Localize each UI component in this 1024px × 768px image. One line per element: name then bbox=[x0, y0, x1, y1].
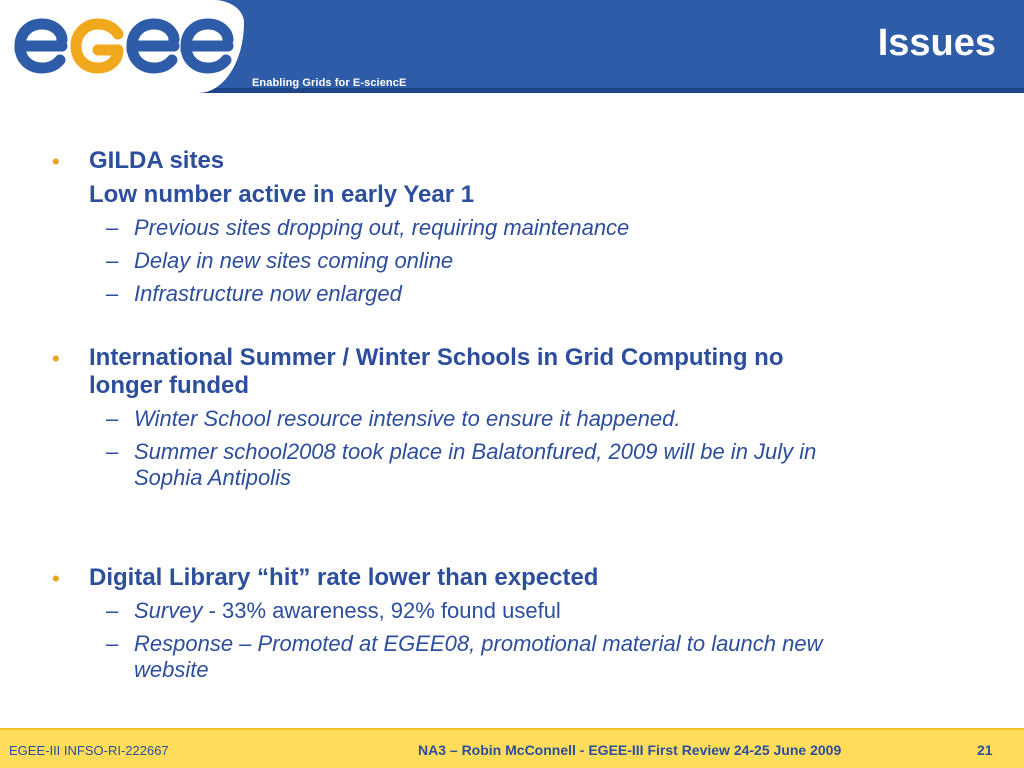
section-1-item-3: Infrastructure now enlarged bbox=[134, 281, 402, 306]
section-2-item-2-line-2: Sophia Antipolis bbox=[134, 465, 291, 490]
dash-icon: – bbox=[106, 215, 119, 240]
slide-title: Issues bbox=[877, 22, 996, 64]
logo-panel bbox=[0, 0, 244, 93]
dash-icon: – bbox=[106, 281, 119, 306]
dash-icon: – bbox=[106, 439, 119, 464]
section-3-item-2-line-1: Response – Promoted at EGEE08, promotional material to launch new bbox=[134, 631, 823, 656]
tagline: Enabling Grids for E-sciencE bbox=[252, 77, 407, 89]
section-2-item-2-line-1: Summer school2008 took place in Balatonfured, 2009 will be in July in bbox=[134, 439, 817, 464]
section-1-item-1: Previous sites dropping out, requiring maintenance bbox=[134, 215, 630, 240]
logo-letter-e1 bbox=[20, 24, 62, 68]
section-1-subheading: Low number active in early Year 1 bbox=[89, 181, 475, 208]
dash-icon: – bbox=[106, 248, 119, 273]
bullet-icon: • bbox=[52, 566, 60, 591]
logo-letter-g bbox=[76, 24, 118, 68]
page-number: 21 bbox=[977, 742, 993, 758]
egee-logo bbox=[12, 14, 237, 78]
footer-presentation-info: NA3 – Robin McConnell - EGEE-III First Review 24-25 June 2009 bbox=[418, 742, 842, 758]
section-1-heading: GILDA sites bbox=[89, 147, 225, 174]
section-3-item-2-line-2: website bbox=[134, 657, 209, 682]
logo-letter-e2 bbox=[132, 24, 174, 68]
section-2-item-1: Winter School resource intensive to ensure it happened. bbox=[134, 406, 681, 431]
dash-icon: – bbox=[106, 631, 119, 656]
bullet-icon: • bbox=[52, 346, 60, 371]
footer-project-id: EGEE-III INFSO-RI-222667 bbox=[9, 743, 169, 758]
section-3-heading: Digital Library “hit” rate lower than expected bbox=[89, 564, 599, 591]
section-3-item-1 bbox=[134, 598, 561, 624]
section-2-heading-line-2: longer funded bbox=[89, 372, 249, 399]
dash-icon: – bbox=[106, 598, 119, 623]
dash-icon: – bbox=[106, 406, 119, 431]
bullet-icon: • bbox=[52, 149, 60, 174]
section-1-item-2: Delay in new sites coming online bbox=[134, 248, 454, 273]
footer-bar bbox=[0, 728, 1024, 768]
section-3-item-1-italic: Survey bbox=[134, 598, 203, 623]
section-2-heading-line-1: International Summer / Winter Schools in Grid Computing no bbox=[89, 344, 784, 371]
logo-letter-e3 bbox=[186, 24, 228, 68]
section-3-item-1-plain: - 33% awareness, 92% found useful bbox=[202, 598, 561, 623]
